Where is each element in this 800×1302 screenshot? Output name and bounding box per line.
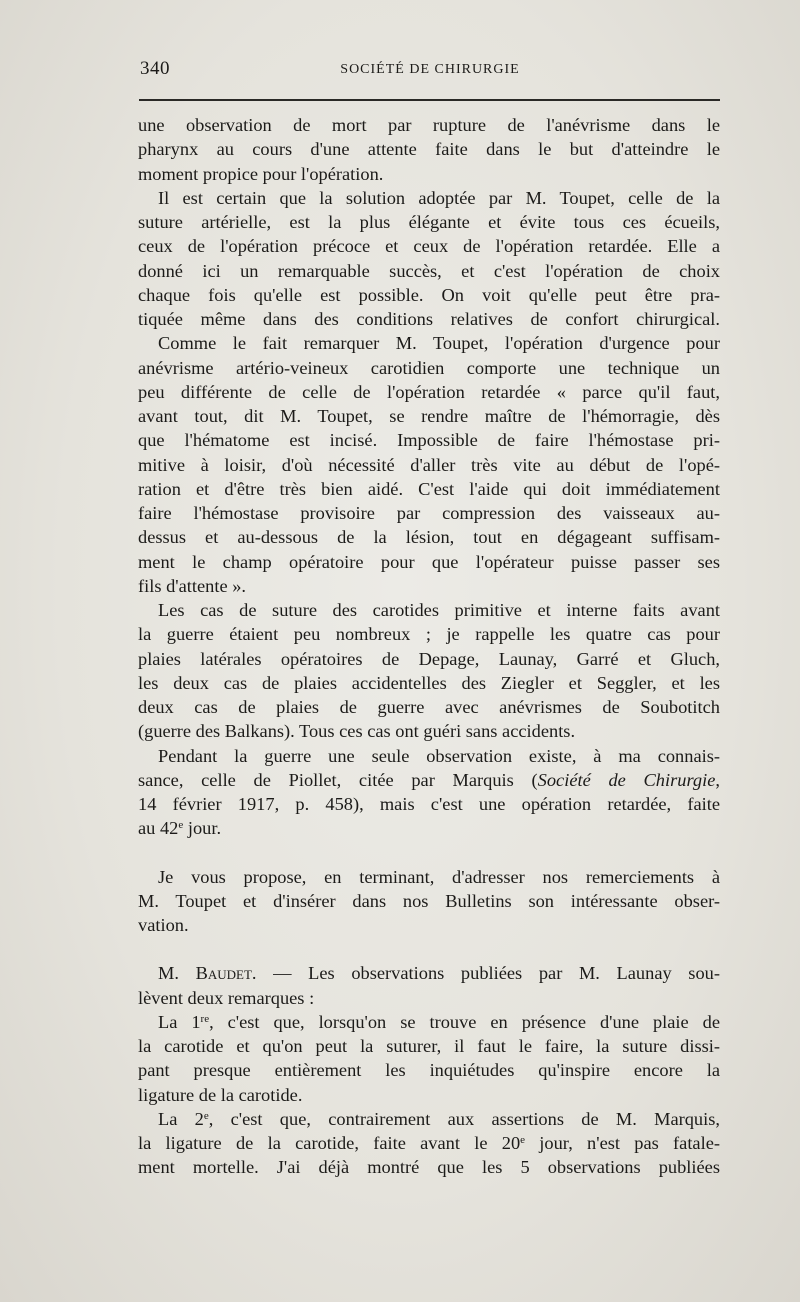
text-line xyxy=(138,1131,720,1155)
text-line: ment mortelle. J'ai déjà montré que les 5 observations publiées xyxy=(138,1157,720,1178)
text-segment: jour, n'est pas fatale- xyxy=(525,1133,720,1153)
text-line: ment le champ opératoire pour que l'opérateur puisse passer ses xyxy=(138,551,720,572)
text-segment: la ligature de la carotide, faite avant le 20 xyxy=(138,1133,521,1153)
text-segment: — Les observations publiées par M. Launay sou- xyxy=(256,963,720,984)
text-line xyxy=(138,1010,720,1034)
text-line: Les cas de suture des carotides primitive et interne faits avant xyxy=(158,600,720,620)
text-line: ligature de la carotide. xyxy=(138,1084,303,1105)
superscript: e xyxy=(203,1109,209,1122)
text-segment: au 42 xyxy=(138,818,179,839)
text-line: que l'hématome est incisé. Impossible de faire l'hémostase pri- xyxy=(138,430,720,451)
text-line: les deux cas de plaies accidentelles des Ziegler et Seggler, et les xyxy=(138,672,720,693)
superscript: re xyxy=(200,1012,210,1025)
running-title: SOCIÉTÉ DE CHIRURGIE xyxy=(340,62,520,77)
text-line: donné ici un remarquable succès, et c'est l'opération de choix xyxy=(138,260,720,281)
text-line xyxy=(138,768,720,792)
superscript: e xyxy=(520,1134,526,1146)
text-segment: , xyxy=(715,769,720,790)
text-segment: La 1 xyxy=(158,1011,201,1032)
text-line: dessus et au-dessous de la lésion, tout en dégageant suffisam- xyxy=(138,527,720,548)
text-line: chaque fois qu'elle est possible. On voit qu'elle peut être pra- xyxy=(138,284,720,305)
paragraph-8 xyxy=(138,1010,720,1107)
text-line: pant presque entièrement les inquiétudes qu'inspire encore la xyxy=(138,1060,720,1081)
paragraph-2 xyxy=(138,186,720,332)
paragraph-5 xyxy=(138,744,720,841)
text-line: fils d'attente ». xyxy=(138,575,247,596)
text-line: Pendant la guerre une seule observation existe, à ma connais- xyxy=(158,745,720,766)
text-line: Je vous propose, en terminant, d'adresser nos remerciements à xyxy=(158,866,720,887)
text-line xyxy=(138,1107,720,1131)
header-rule xyxy=(139,99,720,101)
text-line: la carotide et qu'on peut la suturer, il faut le faire, la suture dissi- xyxy=(138,1036,720,1056)
paragraph-7 xyxy=(138,961,720,1010)
text-segment: La 2 xyxy=(158,1108,204,1129)
body-text xyxy=(138,113,720,1180)
text-line: la guerre étaient peu nombreux ; je rappelle les quatre cas pour xyxy=(138,624,720,645)
text-line: vation. xyxy=(138,915,189,935)
text-segment: , c'est que, contrairement aux assertions de M. Marquis, xyxy=(208,1108,720,1129)
text-line: mitive à loisir, d'où nécessité d'aller très vite au début de l'opé- xyxy=(138,454,720,475)
paragraph-gap xyxy=(138,841,720,865)
text-line: lèvent deux remarques : xyxy=(138,987,315,1008)
text-line: pharynx au cours d'une attente faite dans le but d'atteindre le xyxy=(138,139,720,160)
text-line: M. Toupet et d'insérer dans nos Bulletins son intéressante obser- xyxy=(138,890,720,911)
text-segment: jour. xyxy=(183,818,222,839)
paragraph-1 xyxy=(138,113,720,186)
text-line: ceux de l'opération précoce et ceux de l'opération retardée. Elle a xyxy=(138,236,720,257)
text-segment: sance, celle de Piollet, citée par Marquis ( xyxy=(138,769,538,790)
paragraph-gap xyxy=(138,937,720,961)
page-number: 340 xyxy=(140,58,170,79)
paragraph-3 xyxy=(138,331,720,598)
text-line: plaies latérales opératoires de Depage, Launay, Garré et Gluch, xyxy=(138,648,720,669)
text-line xyxy=(138,816,720,840)
text-line: faire l'hémostase provisoire par compression des vaisseaux au- xyxy=(138,503,720,523)
text-line: une observation de mort par rupture de l'anévrisme dans le xyxy=(138,115,720,135)
text-line: moment propice pour l'opération. xyxy=(138,163,384,184)
text-line xyxy=(138,961,720,985)
text-line: peu différente de celle de l'opération retardée « parce qu'il faut, xyxy=(138,381,720,402)
text-line: Il est certain que la solution adoptée par M. Toupet, celle de la xyxy=(158,187,720,208)
text-line: ration et d'être très bien aidé. C'est l'aide qui doit immédiatement xyxy=(138,478,720,499)
text-line: 14 février 1917, p. 458), mais c'est une opération retardée, faite xyxy=(138,794,720,814)
journal-title: Société de Chirurgie xyxy=(537,769,716,790)
paragraph-4 xyxy=(138,598,720,744)
text-segment: , c'est que, lorsqu'on se trouve en présence d'une plaie de xyxy=(209,1011,720,1032)
superscript: e xyxy=(178,819,184,832)
text-line: avant tout, dit M. Toupet, se rendre maître de l'hémorragie, dès xyxy=(138,406,720,426)
text-line: deux cas de plaies de guerre avec anévrismes de Soubotitch xyxy=(138,697,720,717)
speaker-name: M. Baudet. xyxy=(158,963,257,984)
text-line: tiquée même dans des conditions relatives de confort chirurgical. xyxy=(138,309,720,329)
text-line: anévrisme artério-veineux carotidien comporte une technique un xyxy=(138,357,720,378)
page-header xyxy=(140,58,720,88)
text-line: suture artérielle, est la plus élégante et évite tous ces écueils, xyxy=(138,212,720,232)
paragraph-6 xyxy=(138,865,720,938)
text-line: Comme le fait remarquer M. Toupet, l'opération d'urgence pour xyxy=(158,333,720,354)
paragraph-9 xyxy=(138,1107,720,1180)
text-line: (guerre des Balkans). Tous ces cas ont guéri sans accidents. xyxy=(138,721,576,742)
